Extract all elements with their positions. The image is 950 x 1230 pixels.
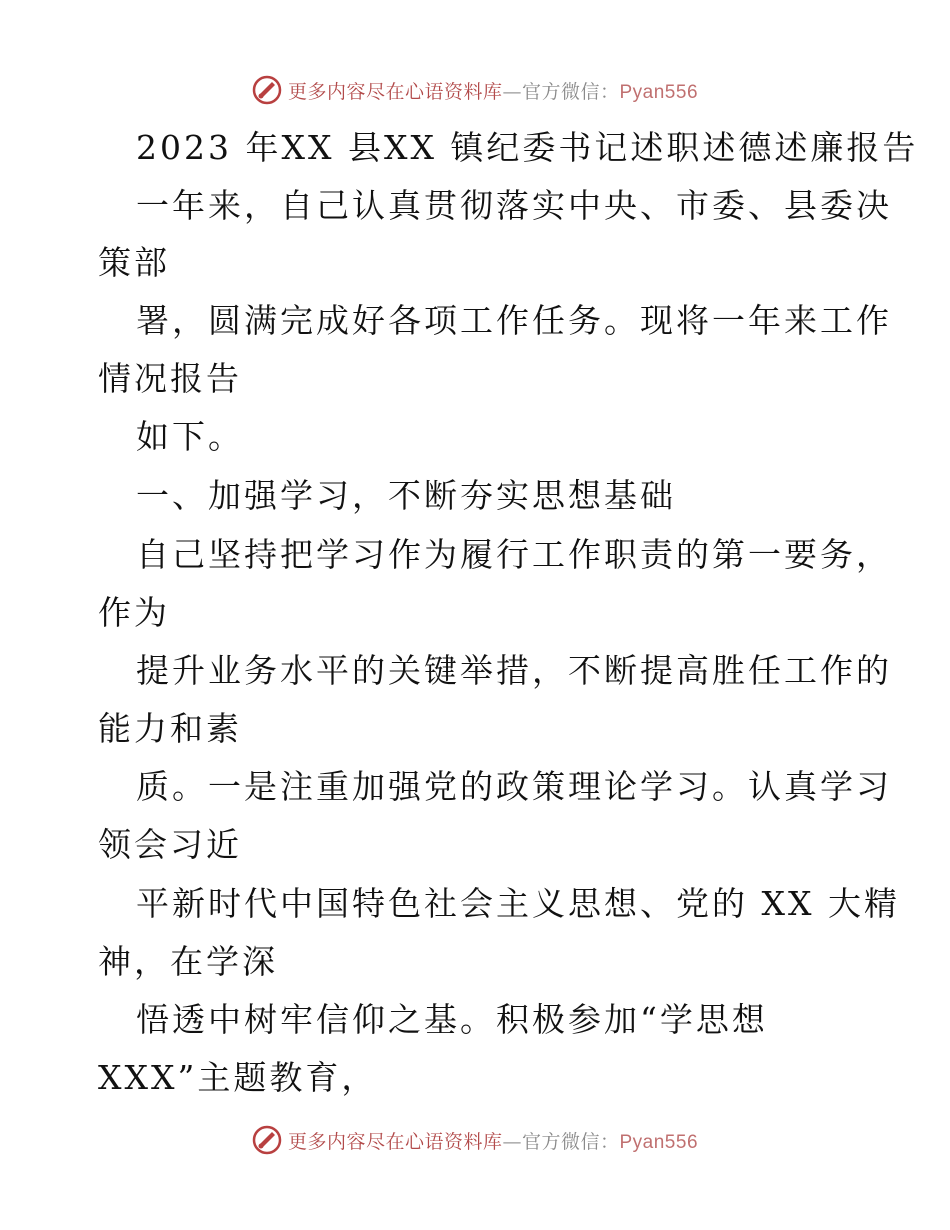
text-line: 能力和素: [98, 709, 242, 748]
text-line: 情况报告: [98, 359, 242, 398]
text-line: 领会习近: [98, 825, 242, 864]
brand-logo-icon: [252, 75, 282, 105]
brand-logo-icon: [252, 1125, 282, 1155]
text-line: 如下。: [136, 417, 244, 456]
section-heading: 一、加强学习，不断夯实思想基础: [136, 476, 676, 515]
footer-banner: [0, 1120, 950, 1160]
text-line: 署，圆满完成好各项工作任务。现将一年来工作: [136, 301, 892, 340]
text-line: 提升业务水平的关键举措，不断提高胜任工作的: [136, 651, 892, 690]
header-banner-text: 更多内容尽在心语资料库—官方微信：Pyan556: [287, 80, 699, 103]
text-line: 自己坚持把学习作为履行工作职责的第一要务，: [136, 535, 892, 574]
text-line: 平新时代中国特色社会主义思想、党的 XX 大精: [136, 884, 900, 923]
text-line: 神，在学深: [98, 942, 278, 981]
text-line: 作为: [98, 593, 170, 632]
text-line: 策部: [98, 243, 170, 282]
text-line: 悟透中树牢信仰之基。积极参加“学思想: [136, 1000, 768, 1039]
document-title: 2023 年XX 县XX 镇纪委书记述职述德述廉报告: [136, 128, 919, 167]
header-banner: [0, 70, 950, 110]
text-line: 一年来，自己认真贯彻落实中央、市委、县委决: [136, 186, 892, 225]
text-line: 质。一是注重加强党的政策理论学习。认真学习: [136, 767, 892, 806]
text-line: XXX”主题教育，: [98, 1058, 378, 1097]
footer-banner-text: 更多内容尽在心语资料库—官方微信：Pyan556: [287, 1130, 699, 1153]
